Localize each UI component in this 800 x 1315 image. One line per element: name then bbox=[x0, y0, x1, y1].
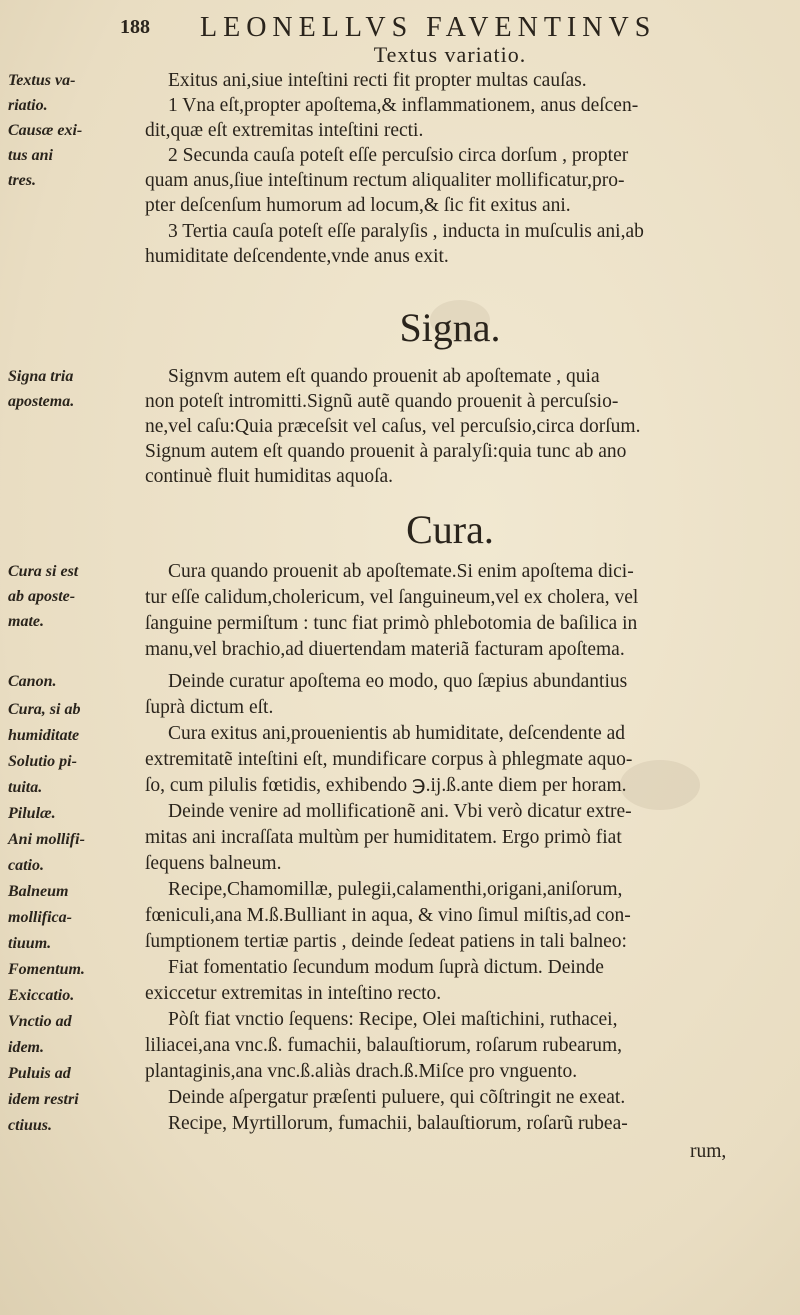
margin-note: mate. bbox=[8, 613, 44, 630]
margin-note: Cura si est bbox=[8, 563, 79, 580]
margin-note: idem. bbox=[8, 1039, 44, 1056]
margin-note: Balneum bbox=[8, 883, 69, 900]
margin-note: mollifica- bbox=[8, 909, 72, 926]
text-line: Fiat fomentatio ſecundum modum ſuprà dictum. Deinde bbox=[168, 957, 604, 978]
margin-note: ctiuus. bbox=[8, 1117, 53, 1134]
text-line: 2 Secunda cauſa poteſt eſſe percuſsio circa dorſum , propter bbox=[168, 145, 629, 166]
text-line: rum, bbox=[690, 1141, 727, 1162]
margin-note: riatio. bbox=[8, 97, 48, 114]
text-line: plantaginis,ana vnc.ß.aliàs drach.ß.Miſce pro vnguento. bbox=[145, 1061, 578, 1082]
text-line: Signvm autem eſt quando prouenit ab apoſtemate , quia bbox=[168, 366, 600, 387]
text-line: tur eſſe calidum,cholericum, vel ſanguineum,vel ex cholera, vel bbox=[145, 587, 639, 608]
page-number: 188 bbox=[120, 16, 150, 38]
text-line: fœniculi,ana M.ß.Bulliant in aqua, & vino ſimul miſtis,ad con- bbox=[145, 905, 631, 926]
text-line: ſanguine permiſtum : tunc fiat primò phlebotomia de baſilica in bbox=[145, 613, 638, 634]
text-line: humiditate deſcendente,vnde anus exit. bbox=[145, 246, 449, 267]
text-line: 3 Tertia cauſa poteſt eſſe paralyſis , inducta in muſculis ani,ab bbox=[168, 221, 644, 242]
text-line: exiccetur extremitas in inteſtino recto. bbox=[145, 983, 442, 1004]
margin-note: Fomentum. bbox=[8, 961, 85, 978]
margin-note: Causæ exi- bbox=[8, 122, 83, 139]
page-header bbox=[120, 6, 760, 46]
text-line: Recipe, Myrtillorum, fumachii, balauſtiorum, roſarũ rubea- bbox=[168, 1113, 628, 1134]
margin-note: Vnctio ad bbox=[8, 1013, 72, 1030]
margin-note: idem restri bbox=[8, 1091, 79, 1108]
margin-note: Textus va- bbox=[8, 72, 76, 89]
text-line: ſo, cum pilulis fœtidis, exhibendo ℈.ij.ß.ante diem per horam. bbox=[145, 775, 627, 796]
text-line: quam anus,ſiue inteſtinum rectum aliqualiter mollificatur,pro- bbox=[145, 170, 625, 191]
text-line: Pòſt fiat vnctio ſequens: Recipe, Olei maſtichini, ruthacei, bbox=[168, 1009, 618, 1030]
text-line: liliacei,ana vnc.ß. fumachii, balauſtiorum, roſarum rubearum, bbox=[145, 1035, 623, 1056]
text-line: continuè fluit humiditas aquoſa. bbox=[145, 466, 394, 487]
margin-note: tiuum. bbox=[8, 935, 52, 952]
margin-note: tres. bbox=[8, 172, 36, 189]
text-line: 1 Vna eſt,propter apoſtema,& inflammationem, anus deſcen- bbox=[168, 95, 639, 116]
margin-note: humiditate bbox=[8, 727, 80, 744]
heading-signa: Signa. bbox=[399, 305, 501, 350]
text-line: pter deſcenſum humorum ad locum,& ſic fit exitus ani. bbox=[145, 195, 571, 216]
heading-cura: Cura. bbox=[406, 507, 494, 552]
heading-textus-variatio: Textus variatio. bbox=[373, 42, 527, 67]
text-line: Cura exitus ani,prouenientis ab humiditate, deſcendente ad bbox=[168, 723, 626, 744]
text-line: ne,vel caſu:Quia præceſsit vel caſus, vel percuſsio,circa dorſum. bbox=[145, 416, 641, 437]
text-line: Signum autem eſt quando prouenit à paralyſi:quia tunc ab ano bbox=[145, 441, 627, 462]
margin-note: apostema. bbox=[8, 393, 75, 410]
margin-note: Signa tria bbox=[8, 368, 74, 385]
text-line: ſuprà dictum eſt. bbox=[145, 697, 274, 718]
text-line: Exitus ani,siue inteſtini recti fit propter multas cauſas. bbox=[168, 70, 587, 91]
margin-note: tus ani bbox=[8, 147, 53, 164]
text-line: non poteſt intromitti.Signũ autẽ quando prouenit à percuſsio- bbox=[145, 391, 619, 412]
margin-note: Exiccatio. bbox=[8, 987, 75, 1004]
margin-note: Pilulæ. bbox=[8, 805, 56, 822]
margin-note: catio. bbox=[8, 857, 44, 874]
text-line: mitas ani incraſſata multùm per humiditatem. Ergo primò fiat bbox=[145, 827, 622, 848]
margin-note: Ani mollifi- bbox=[8, 831, 85, 848]
margin-note: Puluis ad bbox=[8, 1065, 71, 1082]
margin-note: Solutio pi- bbox=[8, 753, 77, 770]
text-line: Deinde venire ad mollificationẽ ani. Vbi verò dicatur extre- bbox=[168, 801, 632, 822]
margin-note: ab aposte- bbox=[8, 588, 76, 605]
margin-note: Cura, si ab bbox=[8, 701, 81, 718]
margin-note: tuita. bbox=[8, 779, 43, 796]
running-head: LEONELLVS FAVENTINVS bbox=[200, 12, 657, 43]
margin-note: Canon. bbox=[8, 673, 57, 690]
text-line: Deinde aſpergatur præſenti puluere, qui cõſtringit ne exeat. bbox=[168, 1087, 626, 1108]
text-line: Recipe,Chamomillæ, pulegii,calamenthi,origani,aniſorum, bbox=[168, 879, 623, 900]
text-line: ſumptionem tertiæ partis , deinde ſedeat patiens in tali balneo: bbox=[145, 931, 627, 952]
text-line: manu,vel brachio,ad diuertendam materiã facturam apoſtema. bbox=[145, 639, 625, 660]
text-line: extremitatẽ inteſtini eſt, mundificare corpus à phlegmate aquo- bbox=[145, 749, 633, 770]
text-line: ſequens balneum. bbox=[145, 853, 282, 874]
text-line: Deinde curatur apoſtema eo modo, quo ſæpius abundantius bbox=[168, 671, 628, 692]
text-line: dit,quæ eſt extremitas inteſtini recti. bbox=[145, 120, 424, 141]
text-line: Cura quando prouenit ab apoſtemate.Si enim apoſtema dici- bbox=[168, 561, 634, 582]
